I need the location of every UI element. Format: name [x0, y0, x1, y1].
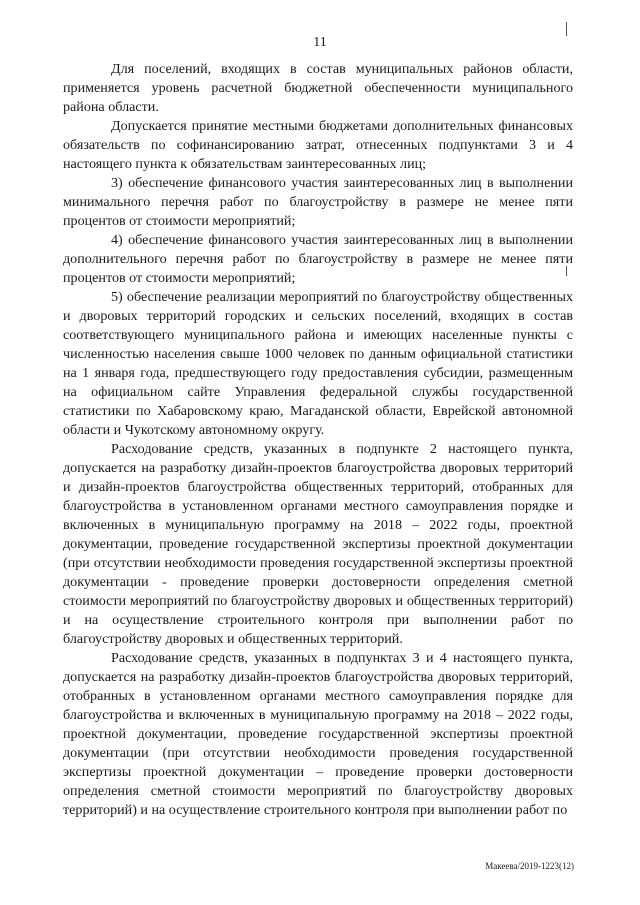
paragraph: 4) обеспечение финансового участия заинтересованных лиц в выполнении дополнительного перечня работ по благоустройству в размере не менее пяти процентов от стоимости мероприятий;	[63, 232, 573, 286]
paragraph: 5) обеспечение реализации мероприятий по благоустройству общественных и дворовых территорий городских и сельских поселений, входящих в состав соответствующего муниципального района и имеющих населенные пункты с численностью населения свыше 1000 человек по данным официальной статистики на 1 января года, предшествующего году предоставления субсидии, размещенным на официальном сайте Управления федеральной службы государственной статистики по Хабаровскому краю, Магаданской области, Еврейской автономной области и Чукотскому автономному округу.	[63, 289, 573, 438]
page-number: 11	[313, 35, 327, 50]
paragraph: Расходование средств, указанных в подпункте 2 настоящего пункта, допускается на разработку дизайн-проектов благоустройства дворовых территорий и дизайн-проектов благоустройства общественных территорий, отобранных для благоустройства в установленном органами местного самоуправления порядке и включенных в муниципальную программу на 2018 – 2022 годы, проектной документации, проведение государственной экспертизы проектной документации (при отсутствии необходимости проведения государственной экспертизы проектной документации - проведение проверки достоверности определения сметной стоимости мероприятий по благоустройству дворовых и общественных территорий) и на осуществление строительного контроля при выполнении работ по благоустройству дворовых и общественных территорий.	[63, 441, 573, 647]
paragraph: Для поселений, входящих в состав муниципальных районов области, применяется уровень расчетной бюджетной обеспеченности муниципального района области.	[63, 61, 573, 115]
document-body	[63, 60, 573, 820]
paragraph: Расходование средств, указанных в подпунктах 3 и 4 настоящего пункта, допускается на разработку дизайн-проектов благоустройства дворовых территорий, отобранных в установленном органами местного самоуправления порядке для благоустройства и включенных в муниципальную программу на 2018 – 2022 годы, проектной документации, проведение государственной экспертизы проектной документации (при отсутствии необходимости проведения государственной экспертизы проектной документации – проведение проверки достоверности определения сметной стоимости мероприятий по благоустройству дворовых территорий) и на осуществление строительного контроля при выполнении работ по	[63, 650, 573, 818]
paragraph: Допускается принятие местными бюджетами дополнительных финансовых обязательств по софинансированию затрат, отнесенных подпунктами 3 и 4 настоящего пункта к обязательствам заинтересованных лиц;	[63, 118, 573, 172]
footer-document-code: Макеева/2019-1223(12)	[485, 861, 574, 871]
paragraph: 3) обеспечение финансового участия заинтересованных лиц в выполнении минимального перечня работ по благоустройству в размере не менее пяти процентов от стоимости мероприятий;	[63, 175, 573, 229]
